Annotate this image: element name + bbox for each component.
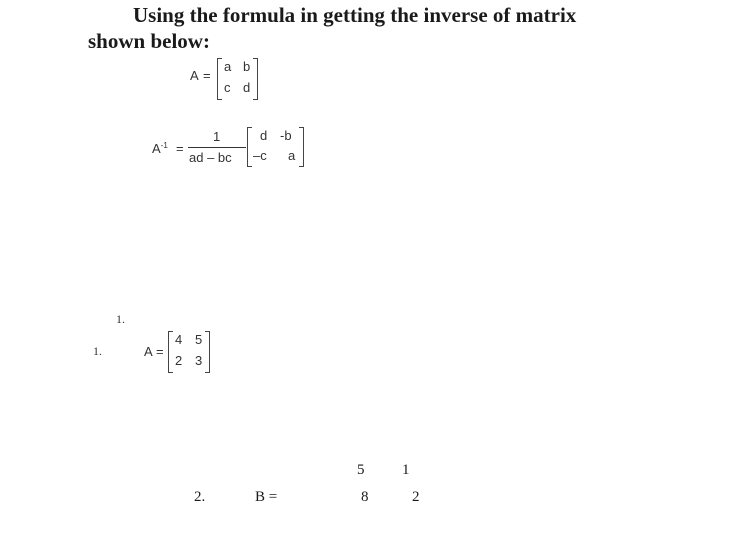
problem-1-cell: 4	[175, 332, 183, 347]
inverse-superscript: -1	[160, 141, 168, 150]
inverse-label-letter: A	[152, 141, 161, 156]
adjugate-cell: d	[260, 128, 268, 143]
heading-line-2: shown below:	[88, 29, 210, 53]
adjugate-cell: a	[288, 148, 296, 163]
adjugate-cell: –c	[253, 148, 267, 163]
problem-1-matrix	[168, 331, 210, 373]
equals-sign: =	[176, 141, 184, 156]
problem-2-cell: 5	[357, 462, 365, 478]
inverse-label	[152, 141, 168, 156]
problem-2-cell: 2	[412, 489, 420, 505]
equals-sign: =	[156, 344, 164, 359]
adjugate-matrix	[247, 127, 304, 167]
matrix-a-cell: a	[224, 59, 232, 74]
problem-2-cell: 8	[361, 489, 369, 505]
problem-1-cell: 2	[175, 353, 183, 368]
fraction-bar	[188, 147, 246, 148]
matrix-a-label: A	[190, 68, 199, 83]
adjugate-cell: -b	[280, 128, 292, 143]
fraction-denominator: ad – bc	[189, 150, 232, 165]
equals-sign: =	[203, 68, 211, 83]
problem-2-number: 2.	[194, 489, 206, 505]
problem-1-label: A	[144, 344, 153, 359]
matrix-a-cell: d	[243, 80, 251, 95]
problem-2-cell: 1	[402, 462, 410, 478]
fraction-numerator: 1	[213, 129, 221, 144]
problem-2-label: B =	[255, 489, 278, 505]
matrix-a-cell: b	[243, 59, 251, 74]
matrix-a	[217, 58, 258, 100]
problem-1-cell: 5	[195, 332, 203, 347]
matrix-a-cell: c	[224, 80, 231, 95]
problem-1-number: 1.	[93, 344, 102, 358]
problem-1-sub-number: 1.	[116, 312, 125, 326]
heading-line-1: Using the formula in getting the inverse of matrix	[133, 3, 577, 27]
problem-1-cell: 3	[195, 353, 203, 368]
